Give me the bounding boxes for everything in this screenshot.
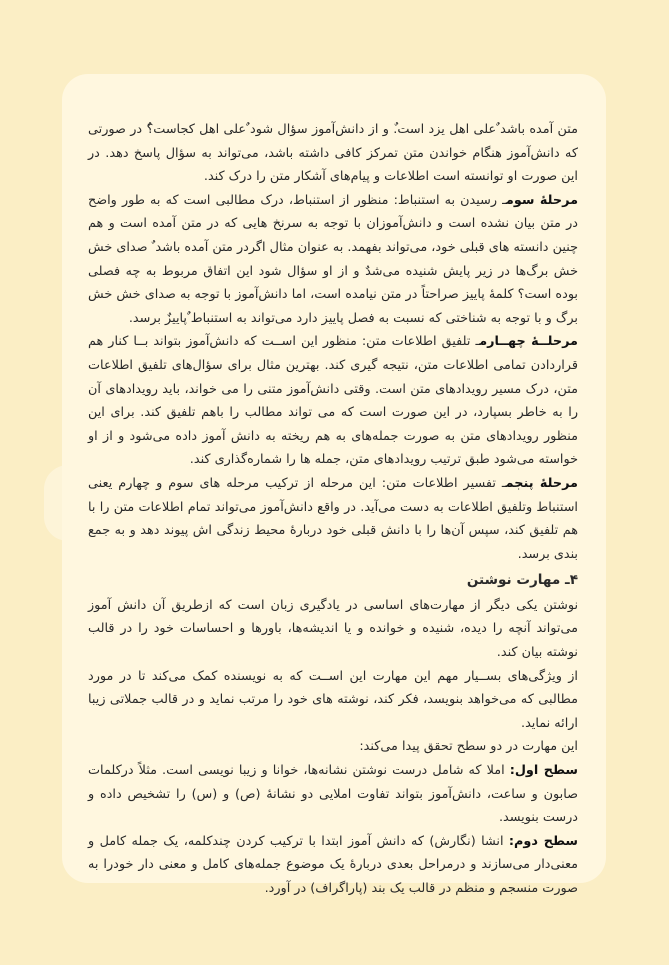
- level-2-text: انشا (نگارش) که دانش آموز ابتدا با ترکیب کردن چندکلمه، یک جمله کامل و معنی‌دار می‌سازند و درمراحل بعدی دربارهٔ یک موضوع جمله‌های کامل و معنی دار خودرا به صورت منسجم و منظم در قالب یک بند (پاراگراف) در آورد.: [88, 833, 578, 896]
- stage-5-label: مرحلهٔ پنجم: [505, 475, 578, 491]
- level-1-text: املا که شامل درست نوشتن نشانه‌ها، خوانا و زیبا نویسی است. مثلاً درکلمات صابون و ساعت، دانش‌آموز بتواند تفاوت املایی دو نشانهٔ (ص) و (س) را تشخیص داده و درست بنویسد.: [88, 763, 578, 826]
- level-2-label: سطح دوم:: [508, 833, 578, 849]
- paragraph-writing-intro: [88, 594, 578, 665]
- paragraph-stage-4: [88, 330, 578, 472]
- paragraph-level-2: [88, 830, 578, 901]
- writing-levels-text: این مهارت در دو سطح تحقق پیدا می‌کند:: [359, 739, 578, 755]
- writing-intro-text: نوشتن یکی دیگر از مهارت‌های اساسی در یادگیری زبان است که ازطریق آن دانش آموز می‌تواند آنچه را دیده، شنیده و خوانده و یا اندیشه‌ها، باورها و احساسات خود را در قالب نوشته بیان کند.: [88, 597, 578, 661]
- paragraph-level-1: [88, 759, 578, 830]
- paragraph-1: [88, 118, 578, 189]
- paragraph-stage-5: [88, 472, 578, 566]
- paragraph-writing-levels: [88, 735, 578, 759]
- section-heading-writing: ۴ـ مهارت نوشتن: [466, 572, 578, 589]
- paragraph-writing-features: [88, 665, 578, 736]
- stage-3-text: ـ رسیدن به استنباط: منظور از استنباط، درک مطالبی است که به طور واضح در متن بیان نشده است و دانش‌آموزان با توجه به سرنخ هایی که در متن آمده است و هم چنین دانسته های قبلی خود، می‌تواند بفهمد. به عنوان مثال اگردر متن آمده باشد ٌ صدای خش خش برگ‌ها در زیر پایش شنیده می‌شدٌ و از او سؤال شود این اتفاق مربوط به چه فصلی بوده است؟ کلمهٔ پاییز صراحتاً در متن نیامده است، اما دانش‌آموز با توجه به صدای خش خش برگ و با توجه به شناختی که نسبت به فصل پاییز دارد می‌تواند به استنباط ٌپاییزٌ برسد.: [88, 192, 578, 326]
- paragraph-stage-3: [88, 189, 578, 331]
- stage-3-label: مرحلهٔ سوم: [505, 192, 579, 208]
- stage-4-text: ـ تلفیق اطلاعات متن: منظور این اســت که دانش‌آموز بتواند بــا کنار هم قراردادن تمامی اطلاعات متن، نتیجه گیری کند. بهترین مثال برای سؤال‌های تلفیق اطلاعات متن، درک مسیر رویدادهای متن است. وقتی دانش‌آموز متنی را می خواند، باید رویدادهای آن را به خاطر بسپارد، در این صورت است که می تواند مطالب را باهم تلفیق کند. برای این منظور رویدادهای متن به صورت جمله‌های به هم ریخته به دانش آموز داده می‌شود و از او خواسته می‌شود طبق ترتیب رویدادهای متن، جمله ها را شماره‌گذاری کند.: [88, 334, 578, 468]
- page-content: [88, 118, 578, 901]
- writing-features-text: از ویژگی‌های بســیار مهم این مهارت این اســت که به نویسنده کمک می‌کند تا در مورد مطالبی که می‌خواهد بنویسد، فکر کند، نوشته های خود را مرتب نماید و در قالب جملاتی زیبا ارائه نماید.: [88, 668, 578, 731]
- level-1-label: سطح اول:: [509, 763, 578, 779]
- stage-4-label: مرحلــهٔ چهــارم: [479, 334, 578, 350]
- paragraph-1-text: متن آمده باشد ٌعلی اهل یزد است.ٌ و از دانش‌آموز سؤال شود ٌعلی اهل کجاست؟ٌ در صورتی که دانش‌آموز هنگام خواندن متن تمرکز کافی داشته باشد، می‌تواند به سؤال پاسخ دهد. در این صورت او توانسته است اطلاعات و پیام‌های آشکار متن را درک کند.: [88, 122, 578, 185]
- text-panel: [62, 74, 606, 896]
- stage-5-text: ـ تفسیر اطلاعات متن: این مرحله از ترکیب مرحله های سوم و چهارم یعنی استنباط وتلفیق اطلاعات به دست می‌آید. در واقع دانش‌آموز می‌تواند تمام اطلاعات متن را با هم تلفیق کند، سپس آن‌ها را با دانش قبلی خود دربارهٔ محیط زندگی اش پیوند دهد و به جمع بندی برسد.: [88, 475, 578, 562]
